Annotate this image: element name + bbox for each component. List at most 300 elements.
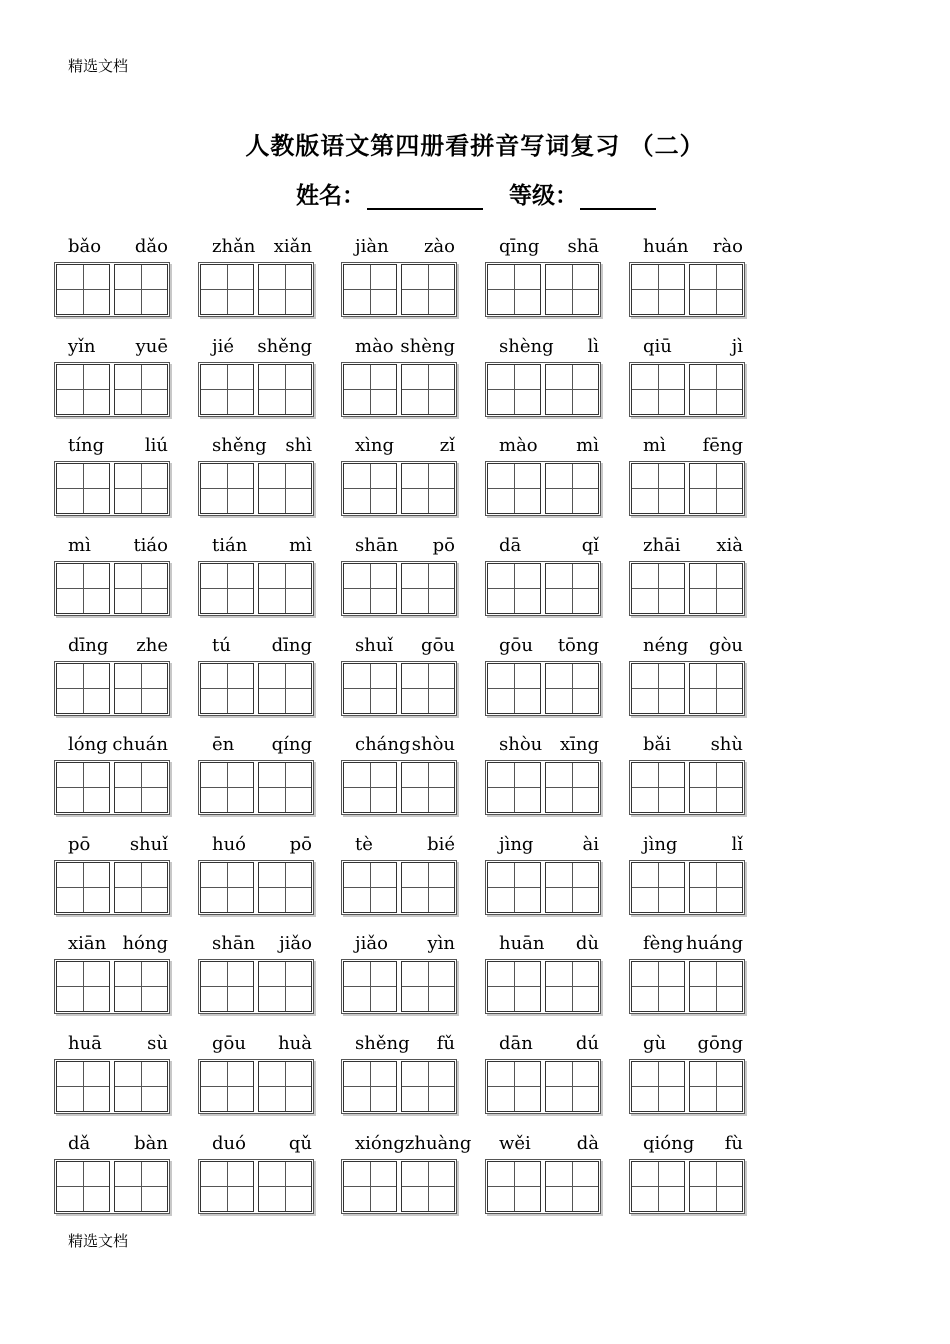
tianzige-box[interactable] [56,463,110,514]
exercise-row [54,1033,774,1123]
tianzige-box[interactable] [631,961,685,1012]
pinyin-syllable: shù [710,734,743,755]
word-exercise [54,1033,170,1123]
pinyin-prompt [198,535,322,559]
word-exercise [341,734,457,824]
pinyin-prompt [54,834,178,858]
tianzige-box[interactable] [401,264,455,315]
word-exercise [629,336,745,426]
tianzige-box[interactable] [487,961,541,1012]
tianzige-box[interactable] [545,663,599,714]
tianzige-pair [485,860,601,915]
pinyin-syllable: tíng [68,435,105,456]
tianzige-box[interactable] [401,862,455,913]
pinyin-syllable: qiū [643,336,672,357]
tianzige-box[interactable] [631,762,685,813]
pinyin-syllable: dú [575,1033,599,1054]
tianzige-box[interactable] [56,862,110,913]
pinyin-syllable: dīng [68,635,109,656]
tianzige-box[interactable] [258,264,312,315]
tianzige-box[interactable] [258,961,312,1012]
pinyin-syllable: huó [212,834,247,855]
word-exercise [341,1033,457,1123]
tianzige-box[interactable] [114,762,168,813]
tianzige-pair [198,362,314,417]
pinyin-syllable: bàn [134,1133,168,1154]
pinyin-prompt [54,635,178,659]
tianzige-pair [341,1159,457,1214]
pinyin-prompt [629,933,753,957]
tianzige-box[interactable] [689,463,743,514]
tianzige-pair [629,760,745,815]
pinyin-prompt [485,535,609,559]
word-exercise [54,336,170,426]
pinyin-syllable: mì [68,535,91,556]
pinyin-syllable: gōu [212,1033,246,1054]
pinyin-syllable: shèng [499,336,554,357]
tianzige-box[interactable] [631,1161,685,1212]
pinyin-syllable: dà [576,1133,599,1154]
tianzige-pair [629,362,745,417]
tianzige-box[interactable] [545,1061,599,1112]
pinyin-syllable: cháng [355,734,411,755]
pinyin-syllable: tián [212,535,248,556]
pinyin-prompt [198,933,322,957]
tianzige-box[interactable] [114,463,168,514]
pinyin-syllable: yǐn [68,336,96,357]
pinyin-syllable: ài [582,834,599,855]
tianzige-box[interactable] [689,1061,743,1112]
word-exercise [341,834,457,924]
pinyin-prompt [341,535,465,559]
tianzige-box[interactable] [200,563,254,614]
word-exercise [341,535,457,625]
exercise-row [54,635,774,725]
word-exercise [485,834,601,924]
tianzige-pair [629,860,745,915]
tianzige-box[interactable] [56,1161,110,1212]
tianzige-pair [198,760,314,815]
pinyin-syllable: bǎo [68,236,102,257]
name-label: 姓名： [296,183,365,209]
tianzige-box[interactable] [200,264,254,315]
pinyin-prompt [54,1133,178,1157]
pinyin-syllable: jìng [499,834,534,855]
tianzige-box[interactable] [114,563,168,614]
tianzige-box[interactable] [401,961,455,1012]
tianzige-box[interactable] [200,364,254,415]
tianzige-box[interactable] [689,762,743,813]
tianzige-box[interactable] [343,563,397,614]
tianzige-box[interactable] [258,364,312,415]
word-exercise [54,933,170,1023]
pinyin-prompt [629,1033,753,1057]
tianzige-box[interactable] [56,762,110,813]
pinyin-syllable: zhe [136,635,168,656]
pinyin-syllable: chuán [112,734,168,755]
tianzige-box[interactable] [258,1061,312,1112]
pinyin-syllable: shěng [257,336,312,357]
tianzige-pair [54,760,170,815]
pinyin-prompt [629,535,753,559]
tianzige-pair [54,561,170,616]
tianzige-box[interactable] [343,862,397,913]
pinyin-prompt [54,435,178,459]
grade-blank[interactable] [580,182,656,210]
pinyin-syllable: huáng [685,933,743,954]
word-exercise [54,1133,170,1223]
tianzige-box[interactable] [56,563,110,614]
tianzige-box[interactable] [200,961,254,1012]
tianzige-box[interactable] [200,1061,254,1112]
pinyin-syllable: tú [212,635,231,656]
pinyin-syllable: sù [147,1033,168,1054]
pinyin-syllable: zhuàng [404,1133,472,1154]
pinyin-syllable: tiáo [133,535,168,556]
pinyin-syllable: fǔ [436,1033,455,1054]
pinyin-syllable: huān [499,933,545,954]
pinyin-syllable: huā [68,1033,102,1054]
tianzige-box[interactable] [689,961,743,1012]
word-exercise [198,336,314,426]
tianzige-pair [198,561,314,616]
pinyin-syllable: zǐ [439,435,455,456]
tianzige-box[interactable] [689,862,743,913]
pinyin-syllable: xiān [68,933,107,954]
pinyin-syllable: xióng [355,1133,405,1154]
pinyin-syllable: dīng [271,635,312,656]
pinyin-syllable: fèng [643,933,684,954]
tianzige-box[interactable] [343,663,397,714]
tianzige-pair [54,262,170,317]
word-exercise [198,834,314,924]
pinyin-prompt [485,1133,609,1157]
pinyin-syllable: qǔ [288,1133,312,1154]
tianzige-pair [485,262,601,317]
tianzige-pair [198,860,314,915]
word-exercise [629,435,745,525]
tianzige-box[interactable] [487,862,541,913]
tianzige-box[interactable] [689,264,743,315]
tianzige-box[interactable] [401,762,455,813]
pinyin-prompt [341,834,465,858]
tianzige-box[interactable] [401,463,455,514]
pinyin-syllable: yuē [135,336,168,357]
tianzige-box[interactable] [545,1161,599,1212]
word-exercise [341,933,457,1023]
tianzige-pair [485,1159,601,1214]
word-exercise [198,734,314,824]
tianzige-box[interactable] [545,463,599,514]
pinyin-syllable: dǎ [68,1133,91,1154]
word-exercise [54,535,170,625]
tianzige-pair [54,362,170,417]
word-exercise [198,933,314,1023]
pinyin-syllable: shì [285,435,312,456]
word-exercise [198,1133,314,1223]
pinyin-syllable: shān [212,933,256,954]
word-exercise [485,236,601,326]
tianzige-box[interactable] [487,463,541,514]
tianzige-pair [341,362,457,417]
pinyin-prompt [341,435,465,459]
tianzige-box[interactable] [631,862,685,913]
tianzige-box[interactable] [631,1061,685,1112]
tianzige-pair [198,262,314,317]
word-exercise [629,734,745,824]
word-exercise [341,435,457,525]
word-exercise [629,1133,745,1223]
tianzige-box[interactable] [545,364,599,415]
tianzige-pair [54,1159,170,1214]
pinyin-syllable: gōng [697,1033,743,1054]
tianzige-box[interactable] [56,1061,110,1112]
pinyin-prompt [54,734,178,758]
tianzige-pair [629,1159,745,1214]
tianzige-box[interactable] [114,961,168,1012]
pinyin-syllable: qǐ [581,535,599,556]
tianzige-box[interactable] [258,1161,312,1212]
tianzige-pair [54,959,170,1014]
pinyin-syllable: shěng [212,435,267,456]
tianzige-box[interactable] [545,862,599,913]
pinyin-prompt [54,336,178,360]
tianzige-box[interactable] [114,264,168,315]
tianzige-box[interactable] [114,663,168,714]
tianzige-box[interactable] [689,364,743,415]
tianzige-box[interactable] [56,364,110,415]
tianzige-box[interactable] [401,364,455,415]
pinyin-prompt [341,635,465,659]
tianzige-pair [54,661,170,716]
pinyin-syllable: gōu [499,635,533,656]
tianzige-box[interactable] [631,264,685,315]
tianzige-pair [54,461,170,516]
tianzige-box[interactable] [343,463,397,514]
pinyin-syllable: shuǐ [355,635,394,656]
word-exercise [629,635,745,725]
pinyin-prompt [629,734,753,758]
pinyin-syllable: mì [289,535,312,556]
tianzige-box[interactable] [689,663,743,714]
tianzige-box[interactable] [487,563,541,614]
tianzige-box[interactable] [545,961,599,1012]
tianzige-box[interactable] [343,264,397,315]
pinyin-syllable: shān [355,535,399,556]
tianzige-box[interactable] [401,663,455,714]
tianzige-pair [485,561,601,616]
pinyin-prompt [341,933,465,957]
tianzige-pair [54,1059,170,1114]
pinyin-syllable: ēn [212,734,235,755]
tianzige-box[interactable] [487,663,541,714]
tianzige-box[interactable] [200,762,254,813]
pinyin-syllable: hóng [122,933,168,954]
word-exercise [341,236,457,326]
tianzige-box[interactable] [631,663,685,714]
tianzige-pair [341,1059,457,1114]
tianzige-pair [629,461,745,516]
pinyin-prompt [629,1133,753,1157]
pinyin-prompt [54,933,178,957]
tianzige-pair [485,959,601,1014]
pinyin-syllable: qīng [499,236,540,257]
tianzige-box[interactable] [200,663,254,714]
tianzige-box[interactable] [200,862,254,913]
pinyin-syllable: gōu [421,635,455,656]
tianzige-pair [341,461,457,516]
exercise-row [54,834,774,924]
pinyin-prompt [198,734,322,758]
pinyin-syllable: qióng [643,1133,695,1154]
pinyin-syllable: shā [567,236,599,257]
pinyin-syllable: dān [499,1033,533,1054]
tianzige-box[interactable] [631,463,685,514]
tianzige-box[interactable] [200,1161,254,1212]
tianzige-box[interactable] [487,364,541,415]
page-title: 人教版语文第四册看拼音写词复习 （二） [245,132,705,160]
tianzige-pair [485,661,601,716]
pinyin-syllable: mì [576,435,599,456]
tianzige-box[interactable] [200,463,254,514]
pinyin-prompt [198,336,322,360]
pinyin-prompt [198,635,322,659]
pinyin-prompt [198,834,322,858]
pinyin-syllable: huà [278,1033,312,1054]
tianzige-box[interactable] [545,264,599,315]
pinyin-syllable: lǐ [731,834,743,855]
word-exercise [485,933,601,1023]
pinyin-prompt [485,834,609,858]
grade-label: 等级： [509,183,578,209]
pinyin-syllable: gòu [709,635,743,656]
tianzige-box[interactable] [631,563,685,614]
pinyin-prompt [485,933,609,957]
word-exercise [629,535,745,625]
word-exercise [54,236,170,326]
tianzige-box[interactable] [545,563,599,614]
pinyin-prompt [485,435,609,459]
tianzige-box[interactable] [343,961,397,1012]
pinyin-syllable: dǎo [134,236,168,257]
pinyin-prompt [198,435,322,459]
pinyin-prompt [629,236,753,260]
tianzige-box[interactable] [401,1161,455,1212]
tianzige-pair [485,1059,601,1114]
exercise-row [54,1133,774,1223]
pinyin-syllable: xiǎn [273,236,312,257]
tianzige-pair [485,760,601,815]
pinyin-prompt [629,435,753,459]
tianzige-box[interactable] [258,862,312,913]
tianzige-pair [341,959,457,1014]
tianzige-pair [341,561,457,616]
tianzige-box[interactable] [56,264,110,315]
tianzige-pair [198,661,314,716]
pinyin-syllable: liú [144,435,168,456]
pinyin-prompt [54,236,178,260]
tianzige-box[interactable] [114,1161,168,1212]
pinyin-prompt [485,1033,609,1057]
exercise-row [54,933,774,1023]
tianzige-box[interactable] [114,364,168,415]
pinyin-prompt [485,236,609,260]
tianzige-pair [341,860,457,915]
tianzige-box[interactable] [487,1161,541,1212]
pinyin-syllable: jiǎo [355,933,388,954]
pinyin-syllable: jié [212,336,234,357]
tianzige-box[interactable] [631,364,685,415]
pinyin-syllable: bǎi [643,734,672,755]
tianzige-pair [198,1159,314,1214]
tianzige-box[interactable] [114,862,168,913]
pinyin-syllable: pō [289,834,312,855]
pinyin-prompt [198,236,322,260]
word-exercise [198,635,314,725]
tianzige-pair [485,461,601,516]
word-exercise [54,834,170,924]
exercise-row [54,435,774,525]
tianzige-box[interactable] [114,1061,168,1112]
tianzige-box[interactable] [258,563,312,614]
word-exercise [629,236,745,326]
word-exercise [54,635,170,725]
pinyin-syllable: shěng [355,1033,410,1054]
word-exercise [198,236,314,326]
pinyin-syllable: qíng [271,734,312,755]
tianzige-box[interactable] [401,563,455,614]
tianzige-box[interactable] [487,1061,541,1112]
name-blank[interactable] [367,182,483,210]
tianzige-box[interactable] [689,563,743,614]
word-exercise [485,734,601,824]
tianzige-box[interactable] [343,1061,397,1112]
tianzige-box[interactable] [343,1161,397,1212]
tianzige-box[interactable] [258,463,312,514]
tianzige-box[interactable] [343,762,397,813]
pinyin-syllable: xià [716,535,743,556]
exercise-row [54,336,774,426]
tianzige-box[interactable] [56,663,110,714]
tianzige-box[interactable] [258,663,312,714]
pinyin-syllable: gù [643,1033,667,1054]
tianzige-box[interactable] [689,1161,743,1212]
pinyin-syllable: jìng [643,834,678,855]
pinyin-syllable: lì [587,336,599,357]
pinyin-syllable: shòu [499,734,543,755]
word-exercise [54,435,170,525]
word-exercise [341,336,457,426]
word-exercise [485,435,601,525]
pinyin-syllable: pō [432,535,455,556]
tianzige-box[interactable] [545,762,599,813]
tianzige-pair [198,1059,314,1114]
word-exercise [198,535,314,625]
tianzige-box[interactable] [343,364,397,415]
tianzige-box[interactable] [258,762,312,813]
tianzige-box[interactable] [487,762,541,813]
pinyin-syllable: jì [731,336,743,357]
pinyin-syllable: duó [212,1133,246,1154]
word-exercise [198,1033,314,1123]
pinyin-prompt [54,1033,178,1057]
tianzige-box[interactable] [487,264,541,315]
tianzige-box[interactable] [401,1061,455,1112]
tianzige-box[interactable] [56,961,110,1012]
tianzige-pair [629,959,745,1014]
pinyin-prompt [341,336,465,360]
pinyin-syllable: zào [423,236,455,257]
